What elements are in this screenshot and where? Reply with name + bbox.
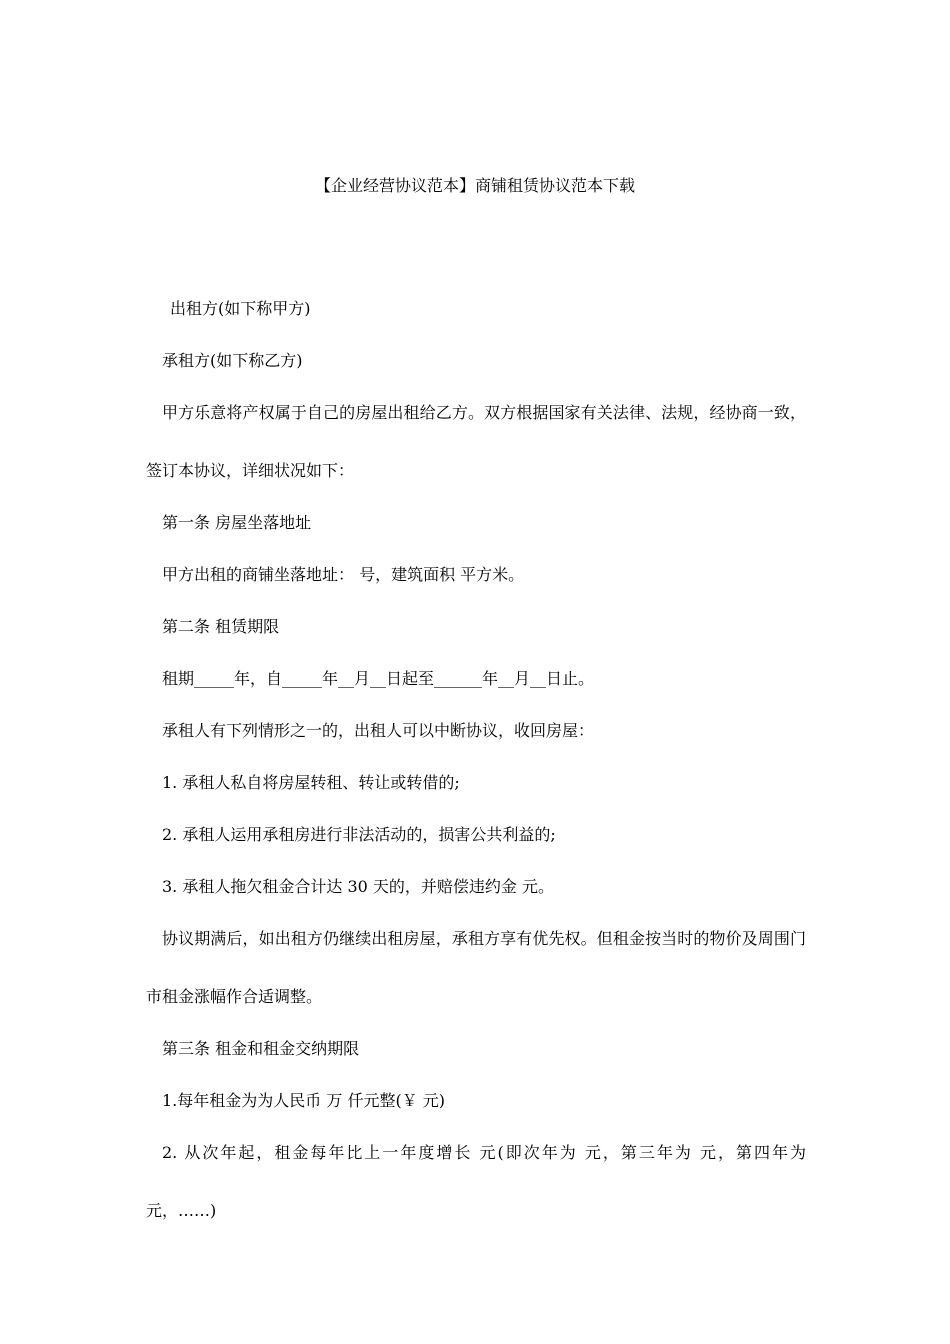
paragraph-rent-2: 2. 从次年起，租金每年比上一年度增长 元(即次年为 元，第三年为 元，第四年为 元，……) [146, 1143, 806, 1220]
document-title: 【企业经营协议范本】商铺租赁协议范本下载 [314, 176, 635, 195]
list-item-3: 3. 承租人拖欠租金合计达 30 天的，并赔偿违约金 元。 [162, 877, 554, 896]
paragraph-termination: 承租人有下列情形之一的，出租人可以中断协议，收回房屋： [162, 721, 595, 740]
heading-article-3: 第三条 租金和租金交纳期限 [162, 1039, 360, 1058]
paragraph-term: 租期_____年，自_____年__月__日起至______年__月__日止。 [162, 669, 595, 688]
paragraph-address: 甲方出租的商铺坐落地址： 号，建筑面积 平方米。 [162, 565, 525, 584]
list-item-2: 2. 承租人运用承租房进行非法活动的，损害公共利益的; [162, 825, 556, 844]
paragraph-renewal: 协议期满后，如出租方仍继续出租房屋，承租方享有优先权。但租金按当时的物价及周围门市租金涨幅作合适调整。 [146, 929, 806, 1006]
paragraph-rent-1: 1.每年租金为为人民币 万 仟元整(￥ 元) [162, 1091, 446, 1110]
heading-article-2: 第二条 租赁期限 [162, 617, 280, 636]
paragraph-lessee: 承租方(如下称乙方) [162, 351, 303, 370]
paragraph-intro: 甲方乐意将产权属于自己的房屋出租给乙方。双方根据国家有关法律、法规，经协商一致，签订本协议，详细状况如下： [146, 403, 806, 480]
heading-article-1: 第一条 房屋坐落地址 [162, 513, 312, 532]
document-body [146, 296, 806, 1250]
paragraph-lessor: 出租方(如下称甲方) [170, 299, 311, 318]
list-item-1: 1. 承租人私自将房屋转租、转让或转借的; [162, 773, 460, 792]
